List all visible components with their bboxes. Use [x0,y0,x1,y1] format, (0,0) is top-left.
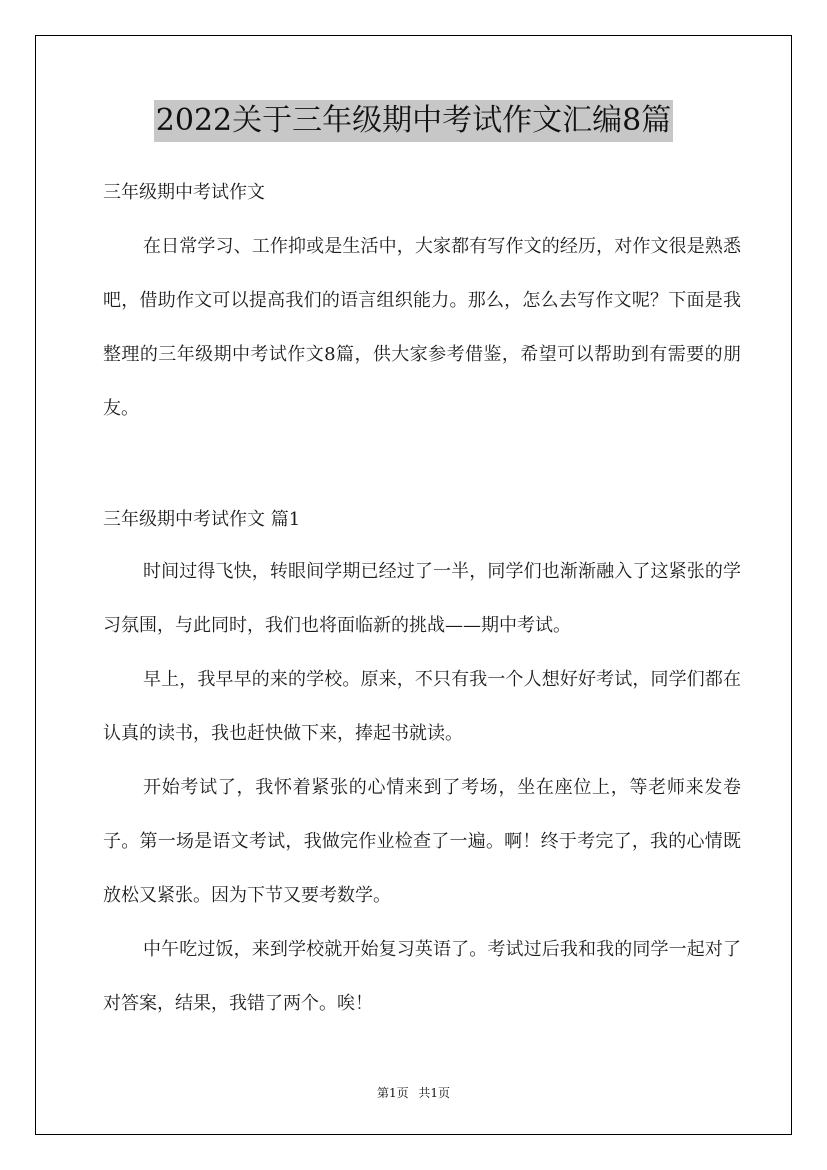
body-paragraph-3: 开始考试了，我怀着紧张的心情来到了考场，坐在座位上，等老师来发卷子。第一场是语文考试，我做完作业检查了一遍。啊！终于考完了，我的心情既放松又紧张。因为下节又要考数学。 [103,777,741,906]
body-paragraph-4: 中午吃过饭，来到学校就开始复习英语了。考试过后我和我的同学一起对了对答案，结果，我错了两个。唉！ [103,939,741,1014]
document-title: 2022关于三年级期中考试作文汇编8篇 [154,100,673,142]
body-paragraph-1: 时间过得飞快，转眼间学期已经过了一半，同学们也渐渐融入了这紧张的学习氛围，与此同时，我们也将面临新的挑战——期中考试。 [103,561,741,636]
intro-paragraph: 在日常学习、工作抑或是生活中，大家都有写作文的经历，对作文很是熟悉吧，借助作文可以提高我们的语言组织能力。那么，怎么去写作文呢？下面是我整理的三年级期中考试作文8篇，供大家参考借鉴，希望可以帮助到有需要的朋友。 [103,236,741,419]
title-area [0,100,827,142]
intro-heading: 三年级期中考试作文 [103,182,265,203]
body-paragraph-2: 早上，我早早的来的学校。原来，不只有我一个人想好好考试，同学们都在认真的读书，我也赶快做下来，捧起书就读。 [103,669,741,744]
page-number: 第1页 [376,1086,409,1100]
page-total: 共1页 [418,1086,451,1100]
page-footer [0,1084,827,1101]
section-heading: 三年级期中考试作文 篇1 [103,509,301,530]
